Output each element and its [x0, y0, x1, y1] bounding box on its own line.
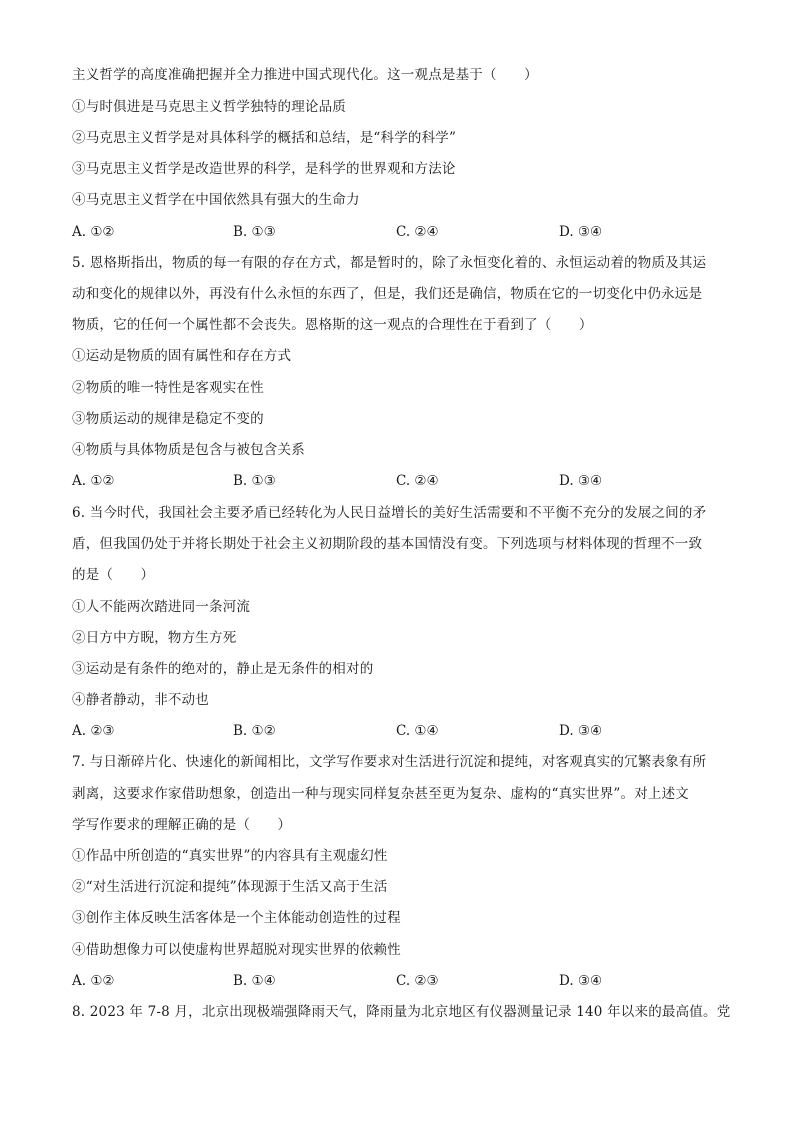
- question-stem-line: 8. 2023 年 7-8 月，北京出现极端强降雨天气，降雨量为北京地区有仪器测量记录 140 年以来的最高值。党: [72, 1004, 731, 1020]
- answer-statement: ④物质与具体物质是包含与被包含关系: [72, 442, 305, 458]
- choice-b: B. ①③: [233, 473, 276, 489]
- choice-d: D. ③④: [559, 224, 603, 240]
- choice-b: B. ①③: [233, 224, 276, 240]
- answer-statement: ①作品中所创造的“真实世界”的内容具有主观虚幻性: [72, 848, 388, 864]
- question-stem-line: 的是（ ）: [72, 567, 155, 583]
- question-stem-line: 学写作要求的理解正确的是（ ）: [72, 817, 292, 833]
- question-stem-line: 主义哲学的高度准确把握并全力推进中国式现代化。这一观点是基于（ ）: [72, 67, 538, 83]
- answer-statement: ③马克思主义哲学是改造世界的科学，是科学的世界观和方法论: [72, 161, 456, 177]
- choice-d: D. ③④: [559, 473, 603, 489]
- answer-statement: ④借助想像力可以使虚构世界超脱对现实世界的依赖性: [72, 942, 401, 958]
- choice-a: A. ①②: [72, 224, 115, 240]
- question-stem-line: 盾，但我国仍处于并将长期处于社会主义初期阶段的基本国情没有变。下列选项与材料体现的哲理不一致: [72, 536, 703, 552]
- choice-b: B. ①④: [233, 973, 276, 989]
- answer-statement: ③创作主体反映生活客体是一个主体能动创造性的过程: [72, 910, 401, 926]
- question-stem-line: 物质，它的任何一个属性都不会丧失。恩格斯的这一观点的合理性在于看到了（ ）: [72, 317, 593, 333]
- question-stem-line: 6. 当今时代，我国社会主要矛盾已经转化为人民日益增长的美好生活需要和不平衡不充分的发展之间的矛: [72, 505, 707, 521]
- answer-statement: ④静者静动，非不动也: [72, 692, 209, 708]
- choice-a: A. ①②: [72, 473, 115, 489]
- question-stem-line: 7. 与日渐碎片化、快速化的新闻相比，文学写作要求对生活进行沉淀和提纯，对客观真实的冗繁表象有所: [72, 754, 707, 770]
- answer-statement: ②“对生活进行沉淀和提纯”体现源于生活又高于生活: [72, 879, 388, 895]
- answer-statement: ②物质的唯一特性是客观实在性: [72, 380, 264, 396]
- answer-statement: ④马克思主义哲学在中国依然具有强大的生命力: [72, 192, 360, 208]
- choice-b: B. ①②: [233, 723, 276, 739]
- answer-statement: ①与时俱进是马克思主义哲学独特的理论品质: [72, 99, 346, 115]
- answer-statement: ②马克思主义哲学是对具体科学的概括和总结，是“科学的科学”: [72, 130, 457, 146]
- question-stem-line: 动和变化的规律以外，再没有什么永恒的东西了，但是，我们还是确信，物质在它的一切变化中仍永远是: [72, 286, 703, 302]
- choice-c: C. ①④: [396, 723, 439, 739]
- answer-statement: ①人不能两次踏进同一条河流: [72, 599, 251, 615]
- choice-c: C. ②④: [396, 473, 439, 489]
- answer-statement: ③物质运动的规律是稳定不变的: [72, 411, 264, 427]
- answer-statement: ①运动是物质的固有属性和存在方式: [72, 348, 292, 364]
- choice-a: A. ②③: [72, 723, 115, 739]
- choice-c: C. ②④: [396, 224, 439, 240]
- question-stem-line: 5. 恩格斯指出，物质的每一有限的存在方式，都是暂时的，除了永恒变化着的、永恒运动着的物质及其运: [72, 255, 707, 271]
- choice-a: A. ①②: [72, 973, 115, 989]
- choice-d: D. ③④: [559, 973, 603, 989]
- answer-statement: ③运动是有条件的绝对的，静止是无条件的相对的: [72, 661, 374, 677]
- choice-c: C. ②③: [396, 973, 439, 989]
- choice-d: D. ③④: [559, 723, 603, 739]
- answer-statement: ②日方中方睨，物方生方死: [72, 630, 237, 646]
- question-stem-line: 剥离，这要求作家借助想象，创造出一种与现实同样复杂甚至更为复杂、虚构的“真实世界”。对上述文: [72, 786, 690, 802]
